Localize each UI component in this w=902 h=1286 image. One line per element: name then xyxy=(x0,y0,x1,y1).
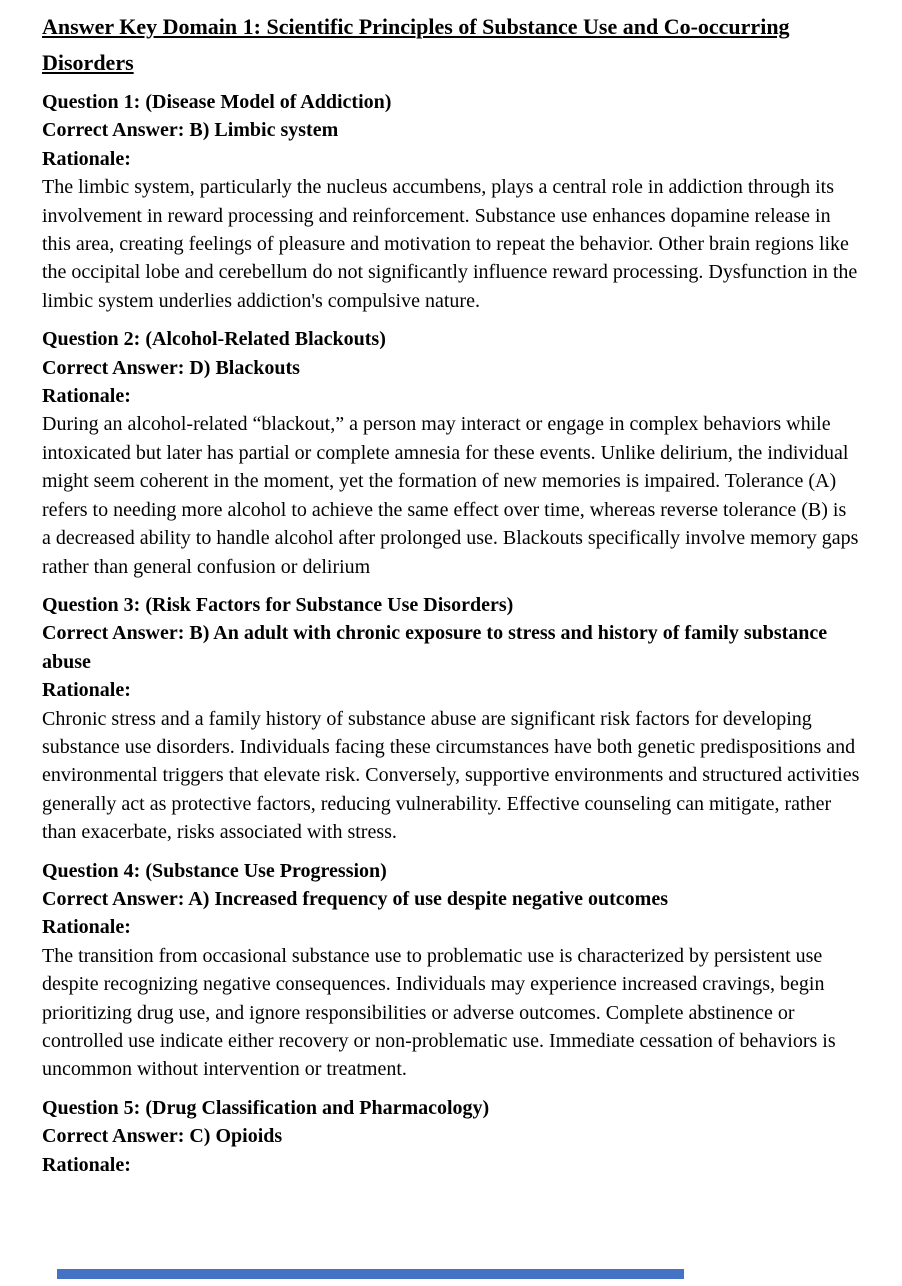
document-title: Answer Key Domain 1: Scientific Principles of Substance Use and Co-occurring Disorders xyxy=(42,14,790,75)
question-2-rationale-text: During an alcohol-related “blackout,” a person may interact or engage in complex behaviors while intoxicated but later has partial or complete amnesia for these events. Unlike delirium, the individual might seem coherent in the moment, yet the formation of new memories is impaired. Tolerance (A) refers to needing more alcohol to achieve the same effect over time, whereas reverse tolerance (B) is a decreased ability to handle alcohol after prolonged use. Blackouts specifically involve memory gaps rather than general confusion or delirium xyxy=(42,413,859,578)
question-2-correct-answer: Correct Answer: D) Blackouts xyxy=(42,356,300,379)
question-block-5 xyxy=(42,1094,860,1179)
question-3-rationale-text: Chronic stress and a family history of substance abuse are significant risk factors for developing substance use disorders. Individuals facing these circumstances have both genetic predispositions and environmental triggers that elevate risk. Conversely, supportive environments and structured activities generally act as protective factors, reducing vulnerability. Effective counseling can mitigate, rather than exacerbate, risks associated with stress. xyxy=(42,707,860,844)
question-4-heading: Question 4: (Substance Use Progression) xyxy=(42,859,387,882)
question-5-rationale-label: Rationale: xyxy=(42,1153,131,1176)
question-4-correct-answer: Correct Answer: A) Increased frequency of use despite negative outcomes xyxy=(42,887,669,910)
question-5-heading: Question 5: (Drug Classification and Pharmacology) xyxy=(42,1096,490,1119)
question-4-rationale-text: The transition from occasional substance use to problematic use is characterized by persistent use despite recognizing negative consequences. Individuals may experience increased cravings, begin prioritizing drug use, and ignore responsibilities or adverse outcomes. Complete abstinence or controlled use indicate either recovery or non-problematic use. Immediate cessation of behaviors is uncommon without intervention or treatment. xyxy=(42,944,836,1081)
question-1-heading: Question 1: (Disease Model of Addiction) xyxy=(42,91,392,113)
question-4-rationale-label: Rationale: xyxy=(42,916,131,939)
question-block-3 xyxy=(42,591,860,847)
question-3-heading: Question 3: (Risk Factors for Substance Use Disorders) xyxy=(42,593,514,616)
question-2-heading: Question 2: (Alcohol-Related Blackouts) xyxy=(42,328,386,351)
question-1-correct-answer: Correct Answer: B) Limbic system xyxy=(42,119,339,142)
question-block-2 xyxy=(42,325,860,581)
question-1-rationale-label: Rationale: xyxy=(42,147,131,170)
question-block-1 xyxy=(42,88,860,315)
question-block-4 xyxy=(42,857,860,1084)
question-3-correct-answer: Correct Answer: B) An adult with chronic exposure to stress and history of family substance abuse xyxy=(42,622,828,673)
bottom-highlight-bar xyxy=(57,1269,684,1279)
question-1-rationale-text: The limbic system, particularly the nucleus accumbens, plays a central role in addiction through its involvement in reward processing and reinforcement. Substance use enhances dopamine release in this area, creating feelings of pleasure and motivation to repeat the behavior. Other brain regions like the occipital lobe and cerebellum do not significantly influence reward processing. Dysfunction in the limbic system underlies addiction's compulsive nature. xyxy=(42,176,858,312)
question-2-rationale-label: Rationale: xyxy=(42,385,131,408)
question-5-correct-answer: Correct Answer: C) Opioids xyxy=(42,1125,283,1148)
question-3-rationale-label: Rationale: xyxy=(42,679,131,702)
